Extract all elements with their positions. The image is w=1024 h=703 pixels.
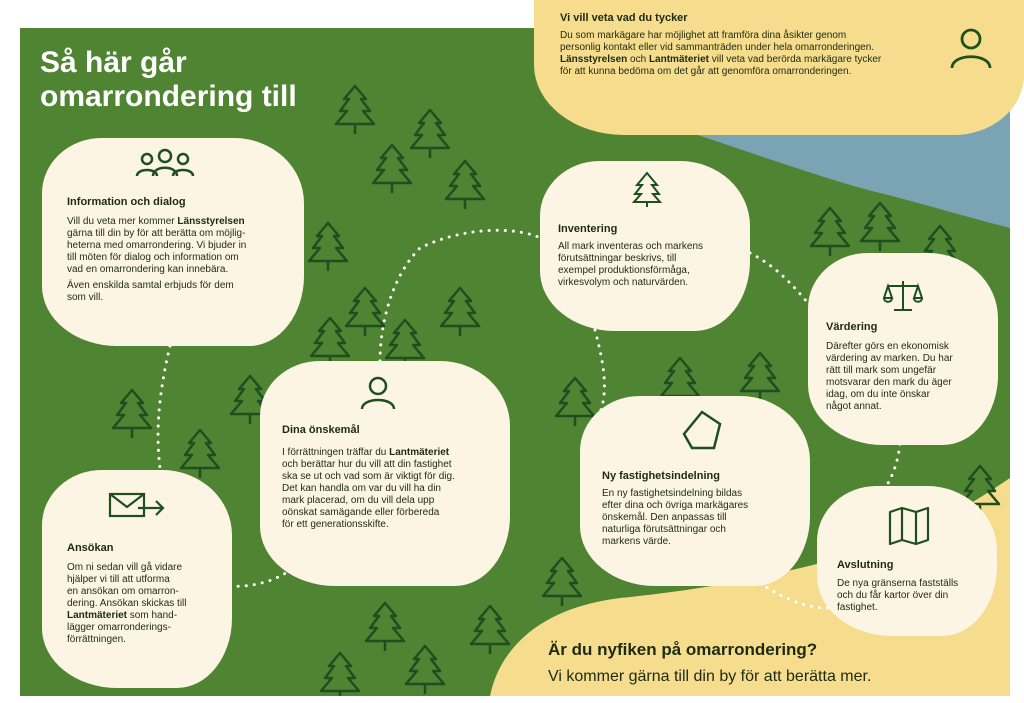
land-parcel-icon: [680, 408, 724, 452]
step-avslutning-card: [817, 486, 997, 636]
org-lantmateriet: Lantmäteriet: [648, 54, 709, 65]
tree-icon: [543, 558, 581, 606]
tree-icon: [113, 390, 151, 438]
step-ansokan-card: [42, 470, 232, 688]
envelope-send-icon: [108, 490, 166, 522]
call-to-action: [548, 640, 988, 692]
tree-icon: [471, 606, 509, 654]
step-ansokan-text: Om ni sedan vill gå vidare hjälper vi till att utforma en ansökan om omarron- dering. Ansökan skickas till Lantmäteriet som hand- lägger omarronderings- förrättningen.: [67, 562, 187, 645]
step-onskemal-card: [260, 361, 510, 586]
tree-icon: [741, 353, 779, 401]
tree-icon: [861, 203, 899, 251]
tree-icon: [366, 603, 404, 651]
tree-icon: [311, 318, 349, 366]
tree-icon: [406, 646, 444, 694]
step-information-text: Vill du veta mer kommer Länsstyrelsen gärna till din by för att berätta om möjlig- heterna med omarrondering. Vi bjuder in till möten för dialog och information om vad en omarrondering kan innebära.: [67, 216, 247, 275]
feedback-info-box: [534, 0, 1024, 135]
cta-heading: Är du nyfiken på omarrondering?: [548, 640, 818, 659]
step-onskemal-heading: Dina önskemål: [282, 424, 360, 436]
tree-icon: [632, 171, 662, 207]
page-title-line2: omarrondering till: [40, 80, 297, 113]
feedback-heading: Vi vill veta vad du tycker: [560, 12, 688, 24]
step-fastighetsindelning-text: En ny fastighetsindelning bildas efter dina och övriga markägares önskemål. Den anpassas till naturliga förutsättningar och markens värde.: [602, 488, 749, 547]
org-lantmateriet: Lantmäteriet: [67, 610, 128, 621]
step-vardering-card: [808, 253, 998, 445]
step-information-card: [42, 138, 304, 346]
step-vardering-heading: Värdering: [826, 321, 878, 333]
tree-icon: [373, 145, 411, 193]
step-vardering-text: Därefter görs en ekonomisk värdering av marken. Du har rätt till mark som ungefär motsvarar den mark du äger idag, om du inte önskar något annat.: [826, 341, 953, 412]
org-lantmateriet: Lantmäteriet: [389, 447, 450, 458]
scales-icon: [883, 279, 923, 313]
person-icon: [358, 375, 398, 411]
step-inventering-text: All mark inventeras och markens förutsättningar beskrivs, till exempel produktionsförmåga, virkesvolym och naturvärden.: [558, 241, 704, 288]
tree-icon: [346, 288, 384, 336]
step-fastighetsindelning-card: [580, 396, 810, 586]
tree-icon: [309, 223, 347, 271]
step-ansokan-heading: Ansökan: [67, 542, 114, 554]
page-title-line1: Så här går: [40, 46, 187, 79]
person-icon: [948, 26, 994, 70]
tree-icon: [811, 208, 849, 256]
step-inventering-card: [540, 161, 750, 331]
feedback-text: Du som markägare har möjlighet att framföra dina åsikter genom personlig kontakt eller vid sammanträden under hela omarronderingen. Länsstyrelsen och Lantmäteriet vill veta vad berörda markägare tycker för att kunna bedöma om det går att genomföra omarronderingen.: [560, 30, 882, 77]
cta-text: Vi kommer gärna till din by för att berätta mer.: [548, 668, 872, 685]
org-lansstyrelsen: Länsstyrelsen: [560, 54, 628, 65]
tree-icon: [336, 86, 374, 134]
tree-icon: [411, 110, 449, 158]
tree-icon: [441, 288, 479, 336]
step-information-text-2: Även enskilda samtal erbjuds för dem som vill.: [67, 280, 234, 303]
step-avslutning-heading: Avslutning: [837, 559, 894, 571]
step-information-heading: Information och dialog: [67, 196, 186, 208]
org-lansstyrelsen: Länsstyrelsen: [177, 216, 245, 227]
tree-icon: [321, 653, 359, 696]
page-title: [40, 46, 297, 114]
people-group-icon: [134, 148, 196, 182]
step-onskemal-text: I förrättningen träffar du Lantmäteriet och berättar hur du vill att din fastighet ska se ut och vad som är viktigt för dig. Det kan handla om var du vill ha din mark placerad, om du vill dela upp oönskat samägande eller förbereda för ett generationsskifte.: [282, 447, 455, 530]
map-icon: [887, 506, 931, 546]
tree-icon: [556, 378, 594, 426]
step-fastighetsindelning-heading: Ny fastighetsindelning: [602, 470, 720, 482]
tree-icon: [446, 161, 484, 209]
step-inventering-heading: Inventering: [558, 223, 618, 235]
tree-icon: [181, 430, 219, 478]
step-avslutning-text: De nya gränserna fastställs och du får kartor över din fastighet.: [837, 578, 959, 613]
